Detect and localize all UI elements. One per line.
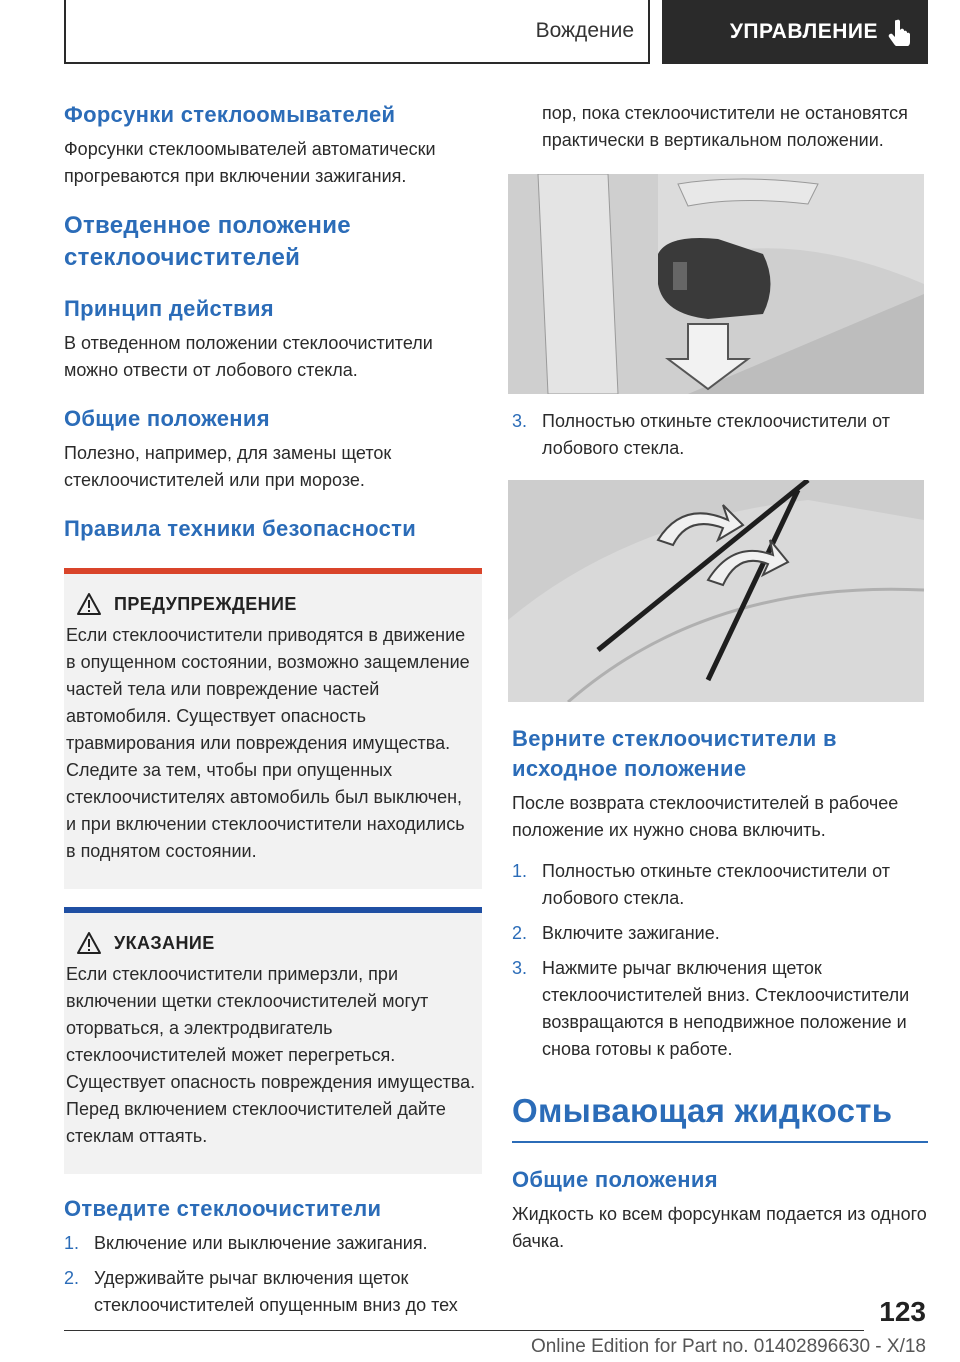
notice-title: УКАЗАНИЕ xyxy=(114,932,215,953)
section-tab-label: Вождение xyxy=(535,19,634,42)
figure-wiper-lever xyxy=(508,174,924,394)
text-continued: пор, пока стеклоочистители не остановятся практически в вертикальном положении. xyxy=(542,103,908,150)
section-rule xyxy=(512,1089,928,1143)
notice-text: Если стеклоочистители примерзли, при включении щетки стеклоочистителей могут оторваться, а электродвигатель стеклоочистителей может перегреться. Существует опасность повреждения имущества. Перед включением стеклоочистителей дайте стеклам оттаять. xyxy=(66,964,476,1146)
heading-principle: Принцип действия xyxy=(64,296,274,321)
chapter-tab[interactable] xyxy=(662,0,928,64)
footer-edition: Online Edition for Part no. 01402896630 - X/18 xyxy=(530,1336,926,1357)
text-general: Полезно, например, для замены щеток стеклоочистителей или при морозе. xyxy=(64,443,392,490)
wiper-lever-illustration xyxy=(508,174,924,394)
heading-nozzles: Форсунки стеклоомывателей xyxy=(64,102,396,127)
warning-triangle-icon xyxy=(76,592,102,616)
return-steps xyxy=(512,858,928,1063)
notice-box xyxy=(64,907,482,1174)
list-item: 1. Включение или выключение зажигания. xyxy=(64,1233,428,1253)
footer-divider xyxy=(64,1330,864,1331)
heading-general-2: Общие положения xyxy=(512,1167,718,1192)
text-general-2: Жидкость ко всем форсункам подается из одного бачка. xyxy=(512,1204,927,1251)
page-number: 123 xyxy=(879,1296,926,1327)
heading-return: Верните стеклоочистители в исходное положение xyxy=(512,726,837,781)
figure-wipers-raised xyxy=(508,480,924,702)
warning-box xyxy=(64,568,482,889)
heading-safety: Правила техники безопасности xyxy=(64,516,417,541)
right-column xyxy=(512,100,928,1255)
text-nozzles: Форсунки стеклоомывателей автоматически прогреваются при включении зажигания. xyxy=(64,139,436,186)
fold-away-steps xyxy=(64,1230,482,1319)
wipers-raised-illustration xyxy=(508,480,924,702)
step-three xyxy=(512,408,928,462)
list-item: 3. Нажмите рычаг включения щеток стеклоочистителей вниз. Стеклоочистители возвращаются в неподвижное положение и снова готовы к работе. xyxy=(512,958,910,1059)
list-item: 2. Удерживайте рычаг включения щеток стеклоочистителей опущенным вниз до тех xyxy=(64,1268,458,1315)
notice-triangle-icon xyxy=(76,931,102,955)
heading-washer-fluid: Омывающая жидкость xyxy=(512,1092,893,1129)
list-item: 2. Включите зажигание. xyxy=(512,923,720,943)
list-item: 1. Полностью откиньте стеклоочистители от лобового стекла. xyxy=(512,861,890,908)
heading-general: Общие положения xyxy=(64,406,270,431)
list-item: 3. Полностью откиньте стеклоочистители от лобового стекла. xyxy=(512,411,890,458)
section-tab[interactable] xyxy=(64,0,650,64)
warning-text: Если стеклоочистители приводятся в движение в опущенном состоянии, возможно защемление частей тела или повреждение частей автомобиля. Существует опасность травмирования или повреждения имущества. Следите за тем, чтобы при опущенных стеклоочистителях автомобиль был выключен, и при включении стеклоочистители находились в поднятом состоянии. xyxy=(66,625,470,861)
chapter-tab-label: УПРАВЛЕНИЕ xyxy=(729,20,878,43)
text-return: После возврата стеклоочистителей в рабочее положение их нужно снова включить. xyxy=(512,793,899,840)
left-column xyxy=(64,100,482,1327)
heading-folded-position: Отведенное положение стеклоочистителей xyxy=(64,212,351,271)
warning-title: ПРЕДУПРЕЖДЕНИЕ xyxy=(114,593,297,614)
hand-pointer-icon xyxy=(888,18,914,46)
heading-fold-away: Отведите стеклоочистители xyxy=(64,1196,382,1221)
text-principle: В отведенном положении стеклоочистители можно отвести от лобового стекла. xyxy=(64,333,433,380)
